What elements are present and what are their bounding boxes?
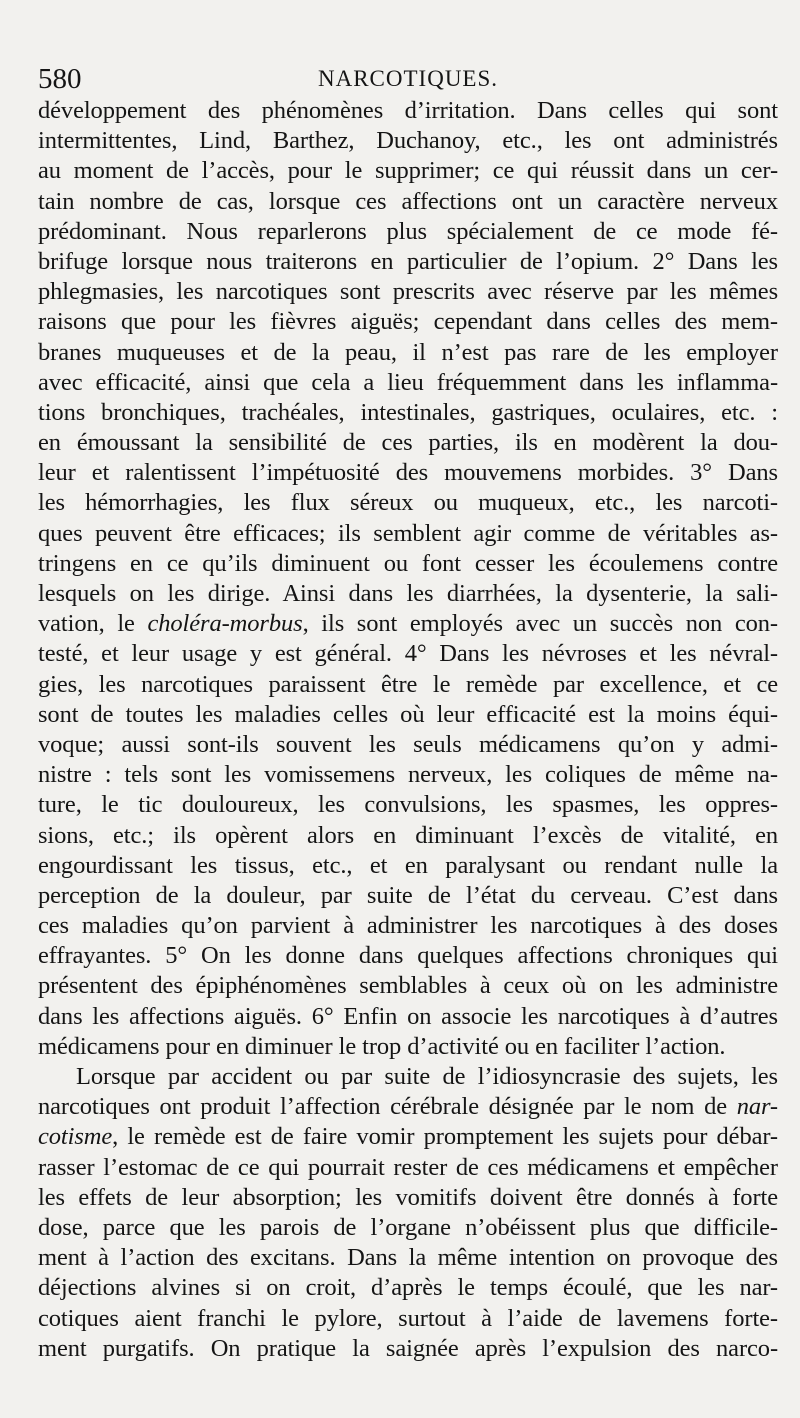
text-line — [38, 338, 778, 368]
text-line — [38, 639, 778, 669]
running-title: NARCOTIQUES. — [317, 66, 499, 91]
text-run: voque; aussi sont-ils souvent les seuls médicamens qu’on y admi- — [38, 730, 778, 758]
text-run: sont de toutes les maladies celles où leur efficacité est la moins équi- — [38, 700, 778, 728]
text-run: vation, le — [38, 610, 148, 638]
page-header — [38, 62, 778, 96]
text-run: déjections alvines si on croit, d’après le temps écoulé, que les nar- — [38, 1274, 778, 1302]
text-run: rasser l’estomac de ce qui pourrait rester de ces médicamens et empêcher — [38, 1153, 778, 1181]
text-run: Lorsque par accident ou par suite de l’idiosyncrasie des sujets, les — [76, 1063, 778, 1090]
text-line — [38, 398, 778, 428]
text-line — [38, 488, 778, 518]
text-line — [38, 1122, 778, 1152]
text-run: en émoussant la sensibilité de ces parties, ils en modèrent la dou- — [38, 429, 778, 457]
text-run: cotiques aient franchi le pylore, surtout à l’aide de lavemens forte- — [38, 1304, 778, 1332]
text-line — [38, 1153, 778, 1183]
text-line — [38, 428, 778, 458]
text-run: ques peuvent être efficaces; ils semblent agir comme de véritables as- — [38, 519, 778, 547]
text-line — [38, 519, 778, 549]
text-line — [38, 1002, 778, 1032]
italic-text: choléra-morbus — [147, 610, 303, 638]
text-line — [38, 821, 778, 851]
text-run: dose, parce que les parois de l’organe n’obéissent plus que difficile- — [38, 1213, 778, 1241]
text-line — [38, 247, 778, 277]
text-line — [38, 1062, 778, 1092]
text-run: narcotiques ont produit l’affection cérébrale désignée par le nom de — [38, 1093, 737, 1121]
text-run: sions, etc.; ils opèrent alors en diminuant l’excès de vitalité, en — [38, 821, 778, 849]
text-run: effrayantes. 5° On les donne dans quelques affections chroniques qui — [38, 942, 778, 970]
text-line — [38, 941, 778, 971]
text-run: nistre : tels sont les vomissemens nerveux, les coliques de même na- — [38, 761, 778, 789]
text-run: , ils sont employés avec un succès non con- — [302, 610, 778, 638]
text-run: ture, le tic douloureux, les convulsions, les spasmes, les oppres- — [38, 791, 778, 819]
text-line — [38, 217, 778, 247]
text-line — [38, 609, 778, 639]
text-line — [38, 730, 778, 760]
text-line — [38, 670, 778, 700]
text-run: , le remède est de faire vomir promptement les sujets pour débar- — [112, 1123, 778, 1151]
text-line — [38, 1273, 778, 1303]
text-run: avec efficacité, ainsi que cela a lieu fréquemment dans les inflamma- — [38, 368, 778, 396]
text-run: leur et ralentissent l’impétuosité des mouvemens morbides. 3° Dans — [38, 459, 778, 487]
text-line — [38, 881, 778, 911]
text-line — [38, 1334, 778, 1364]
text-line — [38, 156, 778, 186]
text-run: les hémorrhagies, les flux séreux ou muqueux, etc., les narcoti- — [38, 489, 778, 517]
text-run: ment à l’action des excitans. Dans la même intention on provoque des — [38, 1244, 778, 1272]
text-line — [38, 851, 778, 881]
text-line — [38, 187, 778, 217]
text-line — [38, 911, 778, 941]
text-run: brifuge lorsque nous traiterons en particulier de l’opium. 2° Dans les — [38, 247, 778, 275]
text-line — [38, 458, 778, 488]
text-run: branes muqueuses et de la peau, il n’est pas rare de les employer — [38, 338, 778, 366]
text-run: gies, les narcotiques paraissent être le remède par excellence, et ce — [38, 670, 778, 698]
text-line — [38, 307, 778, 337]
text-run: lesquels on les dirige. Ainsi dans les diarrhées, la dysenterie, la sali- — [38, 580, 778, 607]
text-run: développement des phénomènes d’irritation. Dans celles qui sont — [38, 97, 778, 124]
text-line — [38, 126, 778, 156]
body-text — [38, 96, 778, 1364]
text-run: médicamens pour en diminuer le trop d’activité ou en faciliter l’action. — [38, 1032, 726, 1060]
text-run: ment purgatifs. On pratique la saignée après l’expulsion des narco- — [38, 1334, 778, 1362]
page-number: 580 — [38, 63, 82, 95]
text-run: dans les affections aiguës. 6° Enfin on associe les narcotiques à d’autres — [38, 1002, 778, 1030]
text-line — [38, 1032, 778, 1062]
text-line — [38, 1243, 778, 1273]
text-line — [38, 368, 778, 398]
text-run: perception de la douleur, par suite de l’état du cerveau. C’est dans — [38, 881, 778, 909]
text-run: ces maladies qu’on parvient à administrer les narcotiques à des doses — [38, 912, 778, 940]
text-line — [38, 971, 778, 1001]
text-run: présentent des épiphénomènes semblables à ceux où on les administre — [38, 972, 778, 1000]
text-line — [38, 277, 778, 307]
text-line — [38, 1183, 778, 1213]
italic-text: nar- — [736, 1093, 778, 1121]
text-run: intermittentes, Lind, Barthez, Duchanoy, etc., les ont administrés — [38, 127, 778, 155]
text-run: au moment de l’accès, pour le supprimer; ce qui réussit dans un cer- — [38, 157, 778, 185]
text-line — [38, 760, 778, 790]
text-line — [38, 96, 778, 126]
text-run: testé, et leur usage y est général. 4° Dans les névroses et les névral- — [38, 640, 778, 668]
text-line — [38, 1304, 778, 1334]
text-line — [38, 700, 778, 730]
text-run: engourdissant les tissus, etc., et en paralysant ou rendant nulle la — [38, 851, 778, 879]
text-line — [38, 549, 778, 579]
text-run: tringens en ce qu’ils diminuent ou font cesser les écoulemens contre — [38, 549, 778, 577]
text-run: tain nombre de cas, lorsque ces affections ont un caractère nerveux — [38, 187, 778, 215]
italic-text: cotisme — [38, 1123, 113, 1151]
text-line — [38, 1092, 778, 1122]
text-run: prédominant. Nous reparlerons plus spécialement de ce mode fé- — [38, 217, 778, 245]
text-run: phlegmasies, les narcotiques sont prescrits avec réserve par les mêmes — [38, 278, 778, 306]
text-line — [38, 579, 778, 609]
text-line — [38, 790, 778, 820]
text-run: les effets de leur absorption; les vomitifs doivent être donnés à forte — [38, 1183, 778, 1211]
text-run: tions bronchiques, trachéales, intestinales, gastriques, oculaires, etc. : — [38, 398, 778, 426]
text-line — [38, 1213, 778, 1243]
text-run: raisons que pour les fièvres aiguës; cependant dans celles des mem- — [38, 308, 778, 336]
